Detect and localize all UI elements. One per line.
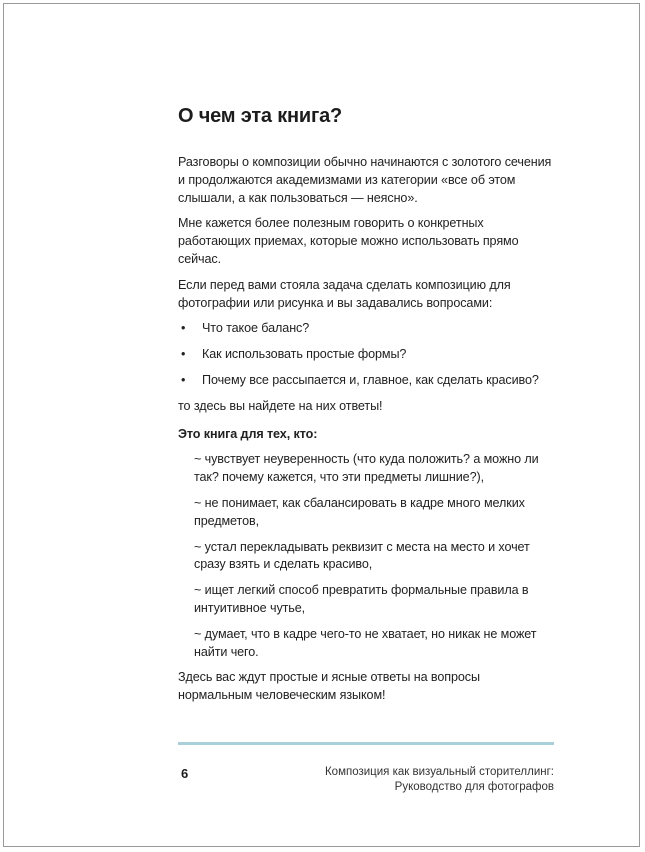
answer-line: то здесь вы найдете на них ответы! (178, 398, 383, 413)
footer-divider (178, 742, 554, 745)
question-text: Что такое баланс? (202, 321, 310, 336)
list-item (178, 320, 555, 338)
page-content (178, 104, 555, 705)
list-item (178, 346, 555, 364)
bullet-icon: • (181, 321, 186, 336)
page-number: 6 (181, 766, 189, 781)
paragraph-intro: Разговоры о композиции обычно начинаются с золотого сечения и продолжаются академизмами из категории «все об этом слышали, а как пользоваться — неясно». (178, 155, 552, 205)
bullet-icon: • (181, 347, 186, 362)
list-item: ~ думает, что в кадре чего-то не хватает, но никак не может найти чего. (194, 626, 537, 659)
question-list (178, 320, 555, 389)
question-text: Почему все рассыпается и, главное, как сделать красиво? (202, 372, 539, 387)
bullet-icon: • (181, 372, 186, 387)
audience-heading: Это книга для тех, кто: (178, 426, 318, 441)
list-item: ~ не понимает, как сбалансировать в кадре много мелких предметов, (194, 495, 525, 528)
list-item: ~ устал перекладывать реквизит с места на место и хочет сразу взять и сделать красиво, (194, 539, 530, 572)
closing-paragraph: Здесь вас ждут простые и ясные ответы на вопросы нормальным человеческим языком! (178, 670, 480, 703)
page-title: О чем эта книга? (178, 105, 343, 127)
list-item: ~ ищет легкий способ превратить формальные правила в интуитивное чутье, (194, 583, 529, 615)
question-text: Как использовать простые формы? (202, 347, 407, 362)
audience-list (178, 451, 555, 661)
list-item: ~ чувствует неуверенность (что куда положить? а можно ли так? почему кажется, что эти предметы лишние?), (194, 452, 539, 485)
list-item (178, 372, 555, 390)
paragraph-task: Если перед вами стояла задача сделать композицию для фотографии или рисунка и вы задавались вопросами: (178, 277, 511, 310)
running-title-line: Руководство для фотографов (394, 781, 554, 793)
running-title-line: Композиция как визуальный сторителлинг: (324, 766, 554, 778)
running-title (274, 765, 554, 795)
paragraph-techniques: Мне кажется более полезным говорить о конкретных работающих приемах, которые можно использовать прямо сейчас. (178, 216, 519, 266)
